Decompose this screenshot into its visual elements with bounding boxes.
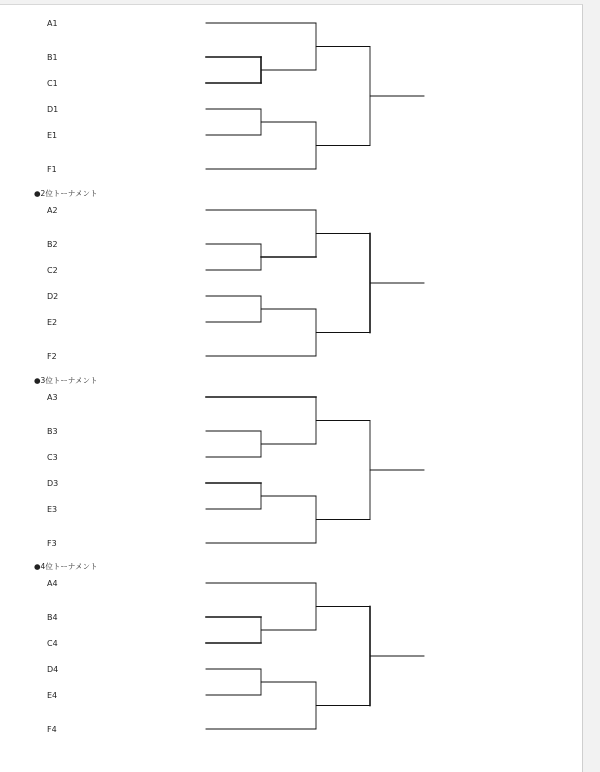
team-label: F4	[47, 725, 57, 734]
team-label: A4	[47, 579, 58, 588]
tournament-brackets	[0, 5, 582, 772]
team-label: A1	[47, 19, 58, 28]
team-label: B3	[47, 427, 58, 436]
team-label: A3	[47, 393, 58, 402]
document-page	[0, 4, 583, 772]
team-label: F1	[47, 165, 57, 174]
team-label: E3	[47, 505, 58, 514]
team-label: B4	[47, 613, 58, 622]
team-label: C3	[47, 453, 58, 462]
team-label: B2	[47, 240, 58, 249]
team-label: E4	[47, 691, 58, 700]
team-label: C1	[47, 79, 58, 88]
tournament-heading: ●2位トーナメント	[34, 189, 98, 198]
team-label: D4	[47, 665, 59, 674]
team-label: C2	[47, 266, 58, 275]
team-label: C4	[47, 639, 58, 648]
team-label: F2	[47, 352, 57, 361]
team-label: D3	[47, 479, 59, 488]
tournament-heading: ●3位トーナメント	[34, 376, 98, 385]
team-label: A2	[47, 206, 58, 215]
tournament-heading: ●4位トーナメント	[34, 562, 98, 571]
team-label: E1	[47, 131, 58, 140]
team-label: D1	[47, 105, 59, 114]
team-label: B1	[47, 53, 58, 62]
team-label: D2	[47, 292, 59, 301]
team-label: E2	[47, 318, 58, 327]
team-label: F3	[47, 539, 57, 548]
